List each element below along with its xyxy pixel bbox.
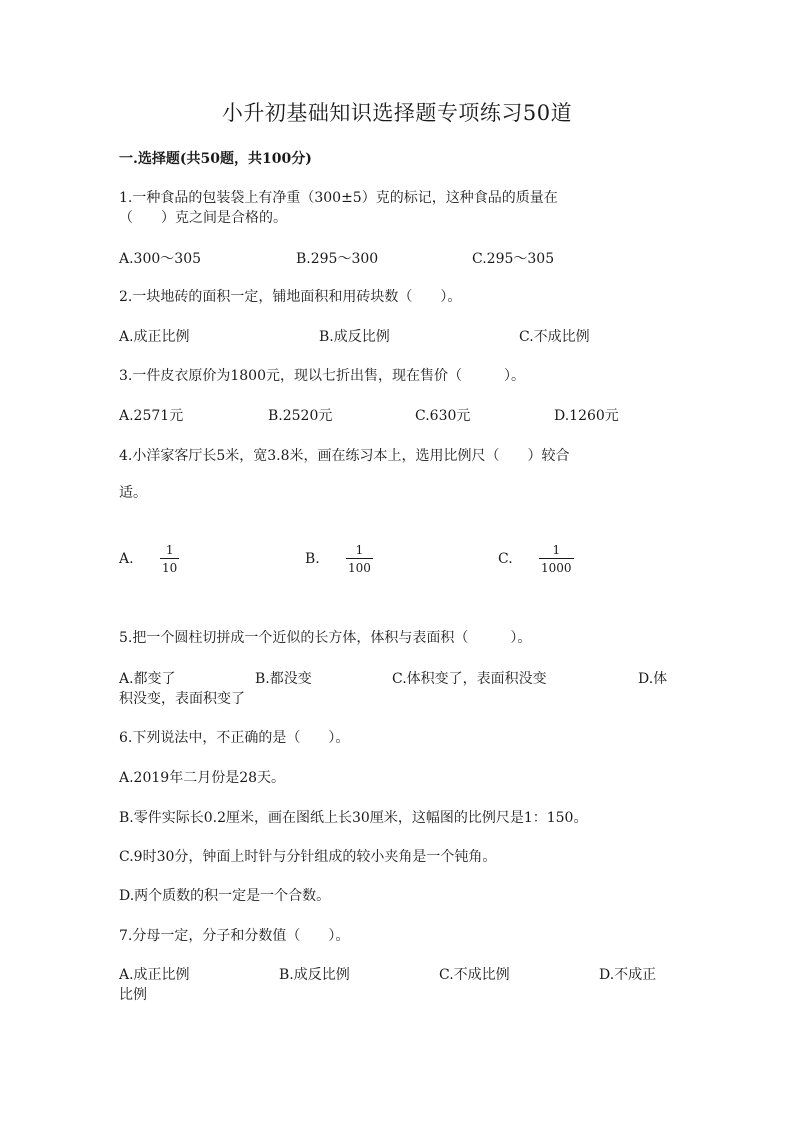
question-1-option-c: C.295～305: [472, 251, 555, 267]
question-4-option-c-label: C.: [498, 551, 513, 567]
question-7-option-d-continued: 比例: [119, 987, 147, 1003]
question-5-option-b: B.都没变: [255, 671, 312, 687]
section-heading: 一.选择题(共50题，共100分): [119, 151, 312, 167]
question-1-line-2: （ ）克之间是合格的。: [119, 210, 287, 226]
question-4-option-a-fraction: [160, 544, 179, 574]
question-4-option-b-label: B.: [305, 551, 320, 567]
page-title: 小升初基础知识选择题专项练习50道: [221, 101, 573, 125]
fraction-numerator: 1: [355, 543, 364, 557]
question-7-option-d: D.不成正: [599, 967, 657, 983]
question-4-line-2: 适。: [119, 485, 147, 501]
question-2-option-c: C.不成比例: [519, 329, 590, 345]
fraction-numerator: 1: [165, 543, 174, 557]
question-6-line-1: 6.下列说法中，不正确的是（ ）。: [119, 730, 350, 746]
fraction-denominator: 100: [348, 561, 371, 575]
question-1-option-b: B.295～300: [296, 251, 379, 267]
question-3-option-b: B.2520元: [268, 408, 333, 424]
question-4-line-1: 4.小洋家客厅长5米，宽3.8米，画在练习本上，选用比例尺（ ）较合: [119, 448, 570, 464]
question-2-option-a: A.成正比例: [119, 329, 190, 345]
question-1-line-1: 1.一种食品的包装袋上有净重（300±5）克的标记，这种食品的质量在: [119, 190, 558, 206]
question-7-option-a: A.成正比例: [119, 967, 190, 983]
question-1-option-a: A.300～305: [119, 251, 202, 267]
question-3-option-a: A.2571元: [119, 408, 184, 424]
question-7-line-1: 7.分母一定，分子和分数值（ ）。: [119, 928, 350, 944]
question-5-option-c: C.体积变了，表面积没变: [392, 671, 547, 687]
question-4-option-b-fraction: [346, 544, 373, 574]
question-2-option-b: B.成反比例: [319, 329, 390, 345]
question-7-option-c: C.不成比例: [439, 967, 510, 983]
question-2-line-1: 2.一块地砖的面积一定，铺地面积和用砖块数（ ）。: [119, 289, 462, 305]
question-5-option-d-continued: 积没变，表面积变了: [119, 691, 245, 707]
question-3-line-1: 3.一件皮衣原价为1800元，现以七折出售，现在售价（ ）。: [119, 368, 525, 384]
question-5-line-1: 5.把一个圆柱切拼成一个近似的长方体，体积与表面积（ ）。: [119, 630, 532, 646]
question-6-option-b: B.零件实际长0.2厘米，画在图纸上长30厘米，这幅图的比例尺是1：150。: [119, 810, 588, 826]
question-6-option-d: D.两个质数的积一定是一个合数。: [119, 888, 331, 904]
question-4-option-c-fraction: [539, 544, 574, 574]
fraction-numerator: 1: [552, 543, 561, 557]
question-4-option-a-label: A.: [119, 551, 134, 567]
question-3-option-d: D.1260元: [554, 408, 619, 424]
question-7-option-b: B.成反比例: [279, 967, 350, 983]
fraction-denominator: 1000: [541, 561, 572, 575]
fraction-denominator: 10: [162, 561, 178, 575]
question-3-option-c: C.630元: [415, 408, 471, 424]
question-5-option-a: A.都变了: [119, 671, 176, 687]
question-6-option-c: C.9时30分，钟面上时针与分针组成的较小夹角是一个钝角。: [119, 849, 497, 865]
question-5-option-d: D.体: [638, 671, 668, 687]
question-6-option-a: A.2019年二月份是28天。: [119, 770, 286, 786]
